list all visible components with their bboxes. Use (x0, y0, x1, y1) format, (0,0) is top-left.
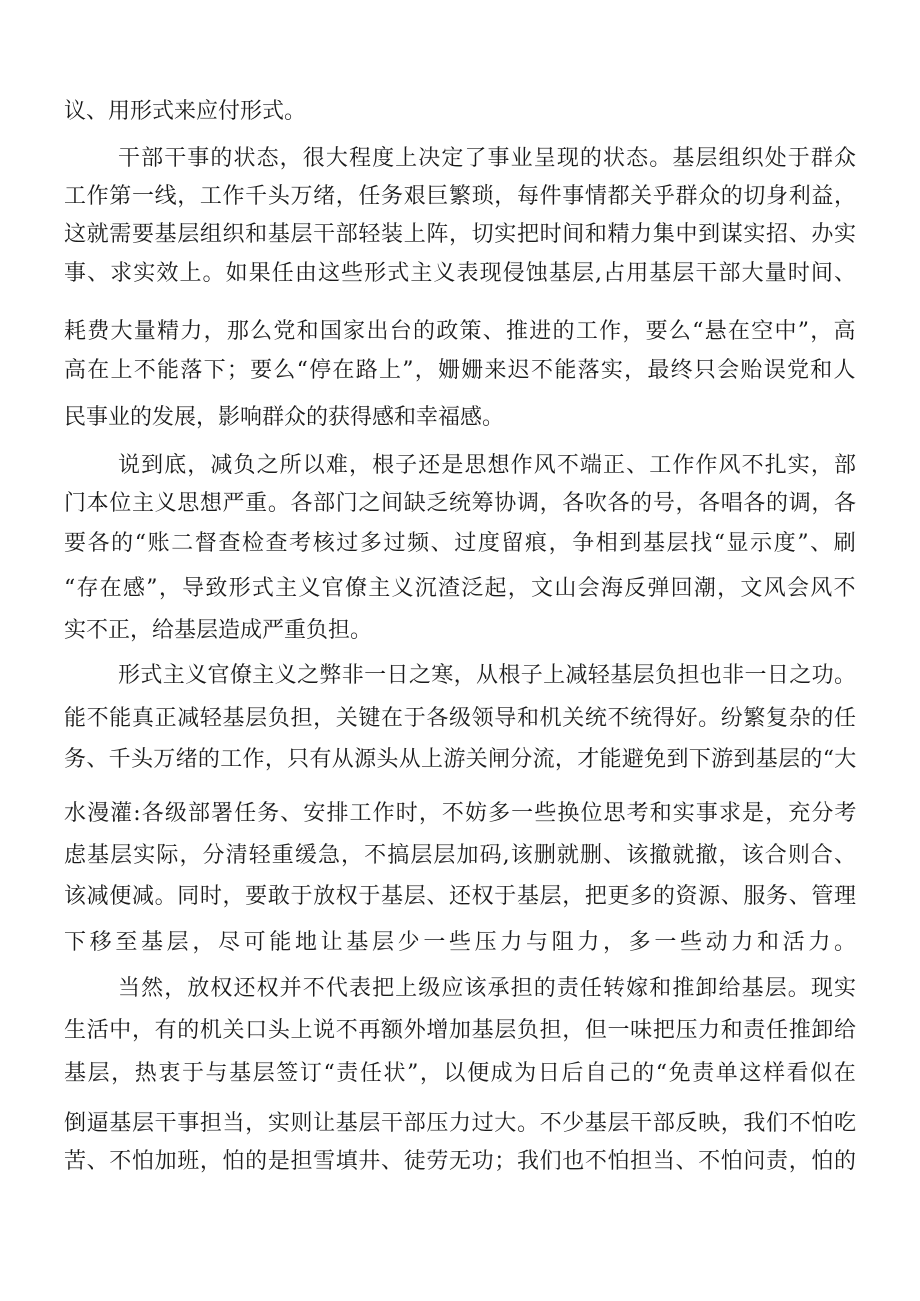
text-line: 事、求实效上。如果任由这些形式主义表现侵蚀基层,占用基层干部大量时间、 (64, 261, 858, 286)
text-line: 门本位主义思想严重。各部门之间缺乏统筹协调，各吹各的号，各唱各的调，各 (64, 491, 857, 516)
text-line: 务、千头万绪的工作，只有从源头从上游关闸分流，才能避免到下游到基层的“大 (64, 747, 857, 772)
text-line: 工作第一线，工作千头万绪，任务艰巨繁琐，每件事情都关乎群众的切身利益， (64, 184, 857, 209)
text-line: 要各的“账二督查检查考核过多过频、过度留痕，争相到基层找“显示度”、刷 (64, 531, 858, 556)
paragraph-first-line: 说到底，减负之所以难，根子还是思想作风不端正、工作作风不扎实，部 (118, 453, 858, 478)
text-line: 民事业的发展，影响群众的获得感和幸福感。 (64, 405, 505, 430)
text-line: 水漫灌:各级部署任务、安排工作时，不妨多一些换位思考和实事求是，充分考 (64, 801, 858, 826)
text-line: 耗费大量精力，那么党和国家出台的政策、推进的工作，要么“悬在空中”，高 (64, 319, 857, 344)
text-line: 能不能真正减轻基层负担，关键在于各级领导和机关统不统得好。纷繁复杂的任 (64, 706, 857, 731)
text-line: 这就需要基层组织和基层干部轻装上阵，切实把时间和精力集中到谋实招、办实 (64, 222, 857, 247)
text-line: “存在感”，导致形式主义官僚主义沉渣泛起，文山会海反弹回潮，文风会风不 (64, 576, 857, 601)
paragraph-first-line: 干部干事的状态，很大程度上决定了事业呈现的状态。基层组织处于群众 (118, 146, 858, 171)
text-line: 下移至基层，尽可能地让基层少一些压力与阻力，多一些动力和活力。 (64, 930, 860, 955)
text-line: 生活中，有的机关口头上说不再额外增加基层负担，但一味把压力和责任推卸给 (64, 1018, 857, 1043)
text-line: 实不正，给基层造成严重负担。 (64, 618, 373, 643)
text-line: 基层，热衷于与基层签订“责任状”，以便成为日后自己的“免责单这样看似在 (64, 1061, 858, 1086)
paragraph-first-line: 形式主义官僚主义之弊非一日之寒，从根子上减轻基层负担也非一日之功。 (118, 663, 857, 688)
text-line: 苦、不怕加班，怕的是担雪填井、徒劳无功；我们也不怕担当、不怕问责，怕的 (64, 1149, 857, 1174)
text-line: 该减便减。同时，要敢于放权于基层、还权于基层，把更多的资源、服务、管理 (64, 884, 857, 909)
text-line: 高在上不能落下；要么“停在路上”，姗姗来迟不能落实，最终只会贻误党和人 (64, 358, 857, 383)
text-line: 倒逼基层干事担当，实则让基层干部压力过大。不少基层干部反映，我们不怕吃 (64, 1111, 857, 1136)
paragraph-first-line: 当然，放权还权并不代表把上级应该承担的责任转嫁和推卸给基层。现实 (118, 976, 858, 1001)
text-line: 议、用形式来应付形式。 (64, 99, 307, 124)
text-line: 虑基层实际，分清轻重缓急，不搞层层加码,该删就删、该撤就撤，该合则合、 (64, 843, 858, 868)
